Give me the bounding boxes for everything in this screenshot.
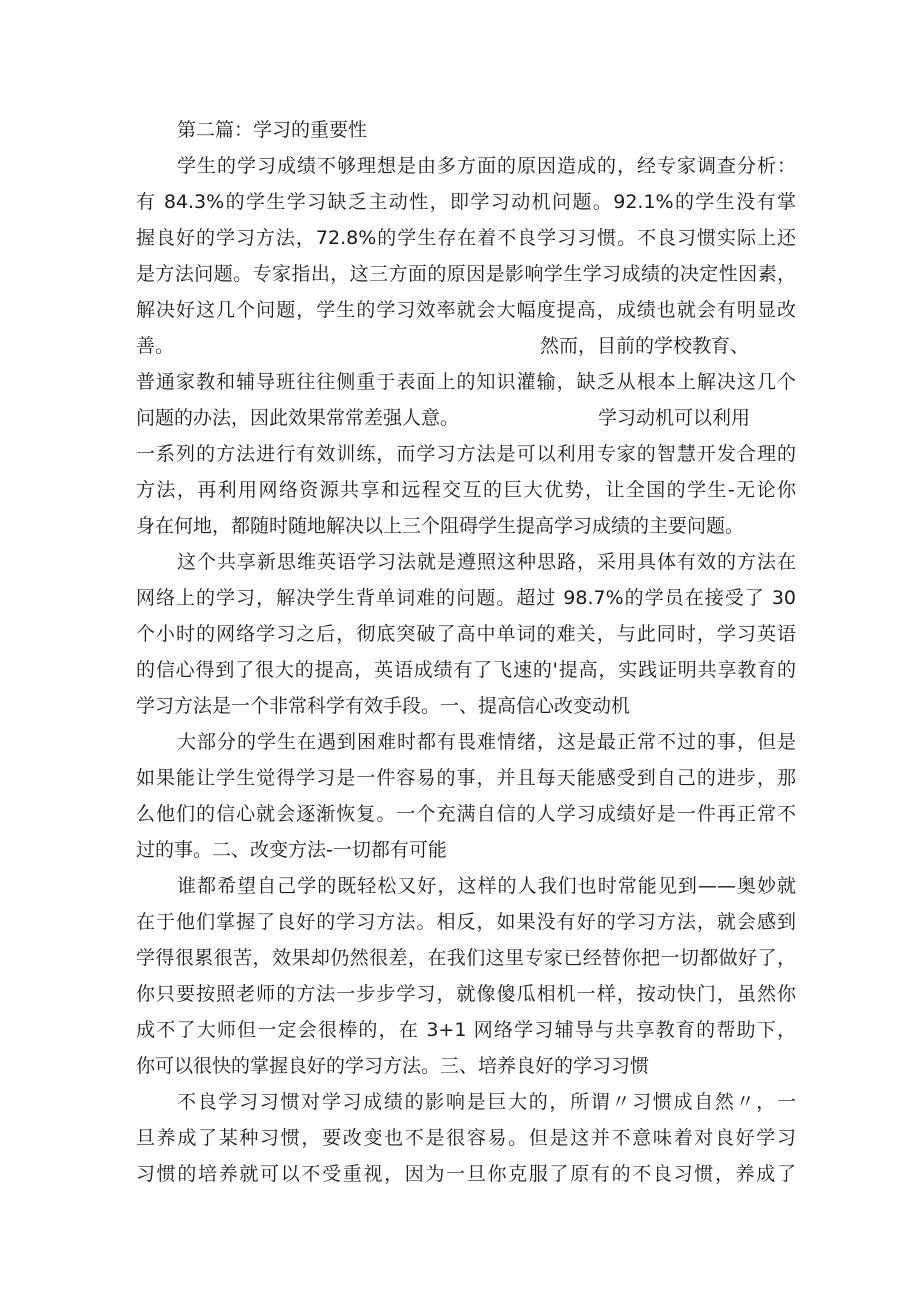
paragraph-1-line-6 (0, 328, 920, 364)
paragraph-text: 有 84.3%的学生学习缺乏主动性，即学习动机问题。92.1%的学生没有掌 (136, 191, 796, 213)
paragraph-3-line-2 (0, 760, 920, 796)
paragraph-4-line-4 (0, 976, 920, 1012)
paragraph-text: 这个共享新思维英语学习法就是遵照这种思路，采用具体有效的方法在 (177, 551, 796, 573)
paragraph-4-line-3 (0, 940, 920, 976)
paragraph-4-line-1 (0, 868, 920, 904)
paragraph-text: 是方法问题。专家指出，这三方面的原因是影响学生学习成绩的决定性因素， (136, 263, 796, 285)
paragraph-text: 身在何地，都随时随地解决以上三个阻碍学生提高学习成绩的主要问题。 (136, 515, 745, 537)
paragraph-text: 如果能让学生觉得学习是一件容易的事，并且每天能感受到自己的进步，那 (136, 767, 796, 789)
paragraph-text: 么他们的信心就会逐渐恢复。一个充满自信的人学习成绩好是一件再正常不 (136, 803, 796, 825)
paragraph-4-line-5 (0, 1012, 920, 1048)
paragraph-2-line-5 (0, 688, 920, 724)
paragraph-1-line-1 (0, 148, 920, 184)
paragraph-text: 习惯的培养就可以不受重视，因为一旦你克服了原有的不良习惯，养成了 (136, 1163, 796, 1185)
paragraph-5-line-3 (0, 1156, 920, 1192)
paragraph-1-line-7 (0, 364, 920, 400)
document-title-line (0, 112, 920, 148)
paragraph-text: 一系列的方法进行有效训练，而学习方法是可以利用专家的智慧开发合理的 (136, 443, 796, 465)
paragraph-text: 你可以很快的掌握良好的学习方法。三、培养良好的学习习惯 (136, 1055, 650, 1077)
paragraph-text: 成不了大师但一定会很棒的，在 3+1 网络学习辅导与共享教育的帮助下， (136, 1019, 796, 1041)
paragraph-text: 你只要按照老师的方法一步步学习，就像傻瓜相机一样，按动快门，虽然你 (136, 983, 796, 1005)
paragraph-1-line-5 (0, 292, 920, 328)
paragraph-3-line-1 (0, 724, 920, 760)
paragraph-text: 旦养成了某种习惯，要改变也不是很容易。但是这并不意味着对良好学习 (136, 1127, 796, 1149)
paragraph-5-line-1 (0, 1084, 920, 1120)
paragraph-text: 普通家教和辅导班往往侧重于表面上的知识灌输，缺乏从根本上解决这几个 (136, 371, 796, 393)
paragraph-text: 个小时的网络学习之后，彻底突破了高中单词的难关，与此同时，学习英语 (136, 623, 796, 645)
paragraph-1-line-4 (0, 256, 920, 292)
paragraph-2-line-3 (0, 616, 920, 652)
paragraph-text: 的信心得到了很大的提高，英语成绩有了飞速的'提高，实践证明共享教育的 (136, 659, 796, 681)
paragraph-1-line-3 (0, 220, 920, 256)
paragraph-text: 方法，再利用网络资源共享和远程交互的巨大优势，让全国的学生-无论你 (136, 479, 796, 501)
paragraph-text: 网络上的学习，解决学生背单词难的问题。超过 98.7%的学员在接受了 30 (136, 587, 796, 609)
paragraph-3-line-4 (0, 832, 920, 868)
paragraph-2-line-1 (0, 544, 920, 580)
paragraph-text: 在于他们掌握了良好的学习方法。相反，如果没有好的学习方法，就会感到 (136, 911, 796, 933)
paragraph-1-line-9 (0, 436, 920, 472)
paragraph-1-line-8 (0, 400, 920, 436)
paragraph-text: 学习方法是一个非常科学有效手段。一、提高信心改变动机 (136, 695, 631, 717)
paragraph-4-line-6 (0, 1048, 920, 1084)
paragraph-1-line-10 (0, 472, 920, 508)
document-title: 第二篇：学习的重要性 (177, 119, 368, 141)
paragraph-text: 善。 (136, 335, 175, 357)
paragraph-5-line-2 (0, 1120, 920, 1156)
paragraph-text: 学生的学习成绩不够理想是由多方面的原因造成的，经专家调查分析： (177, 155, 796, 177)
paragraph-text: 不良学习习惯对学习成绩的影响是巨大的，所谓〃习惯成自然〃，一 (177, 1091, 796, 1113)
paragraph-4-line-2 (0, 904, 920, 940)
paragraph-1-line-11 (0, 508, 920, 544)
paragraph-text: 大部分的学生在遇到困难时都有畏难情绪，这是最正常不过的事，但是 (177, 731, 796, 753)
paragraph-text: 问题的办法，因此效果常常差强人意。 (136, 407, 460, 429)
paragraph-2-line-2 (0, 580, 920, 616)
paragraph-text: 握良好的学习方法，72.8%的学生存在着不良学习习惯。不良习惯实际上还 (136, 227, 796, 249)
paragraph-text: 过的事。二、改变方法-一切都有可能 (136, 839, 447, 861)
paragraph-text: 学习动机可以利用 (598, 407, 751, 429)
paragraph-1-line-2 (0, 184, 920, 220)
paragraph-2-line-4 (0, 652, 920, 688)
paragraph-3-line-3 (0, 796, 920, 832)
paragraph-text: 然而，目前的学校教育、 (540, 335, 750, 357)
paragraph-text: 学得很累很苦，效果却仍然很差，在我们这里专家已经替你把一切都做好了， (136, 947, 796, 969)
paragraph-text: 解决好这几个问题，学生的学习效率就会大幅度提高，成绩也就会有明显改 (136, 299, 796, 321)
paragraph-text: 谁都希望自己学的既轻松又好，这样的人我们也时常能见到——奥妙就 (177, 875, 796, 897)
